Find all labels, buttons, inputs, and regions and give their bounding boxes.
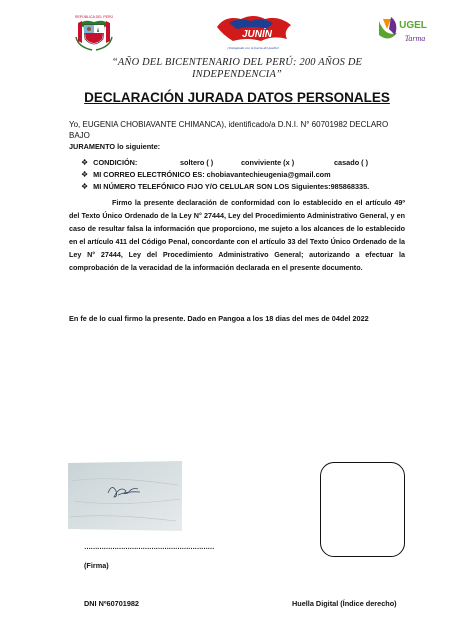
fingerprint-box: [320, 462, 405, 557]
declaration-text: Firmo la presente declaración de conformidad con lo establecido en el artículo 49º del Texto Único Ordenado de la Ley N° 27444, Ley del Procedimiento Administrativo General, y en caso de resultar falsa la información que proporciono, me sujeto a los alcances de lo establecido en el artículo 411 del Código Penal, concordante con el artículo 33 del Texto Único Ordenado de la Ley N° 27444, Ley del Procedimiento Administrativo General; autorizando a efectuar la comprobación de la veracidad de la información declarada en el presente documento.: [69, 198, 405, 272]
intro-line-1: Yo, EUGENIA CHOBIAVANTE CHIMANCA), identificado/a D.N.I. N° 60701982 DECLARO BAJO: [69, 120, 389, 140]
signature-line: ……………………………………………………: [84, 544, 214, 551]
option-casado: casado ( ): [334, 158, 369, 167]
diamond-bullet-icon: ❖: [81, 158, 89, 167]
bullet-correo: [81, 170, 331, 180]
motto-line-1: “AÑO DEL BICENTENARIO DEL PERÚ: 200 AÑOS DE: [111, 57, 363, 68]
option-conviviente: conviviente (x ): [241, 158, 295, 167]
motto-line-2: INDEPENDENCIA”: [192, 69, 282, 80]
year-motto: [80, 57, 394, 81]
diamond-bullet-icon: ❖: [81, 170, 89, 179]
logo-right-sub: Tarma: [404, 34, 426, 43]
huella-label: Huella Digital (Índice derecho): [292, 599, 397, 608]
logo-left-text: REPÚBLICA DEL PERÚ: [75, 15, 113, 19]
diamond-bullet-icon: ❖: [81, 182, 89, 191]
declaration-paragraph: [69, 196, 405, 274]
firma-label: (Firma): [84, 561, 109, 570]
condicion-label: CONDICIÓN:: [93, 158, 138, 167]
document-title: DECLARACIÓN JURADA DATOS PERSONALES: [84, 90, 390, 105]
ugel-logo: [377, 15, 439, 47]
logo-center-text: JUNÍN: [241, 29, 273, 40]
intro-text: [69, 119, 405, 152]
place-date: En fe de lo cual firmo la presente. Dado en Pangoa a los 18 dias del mes de 04del 2022: [69, 314, 369, 323]
telefono-text: MI NÚMERO TELEFÓNICO FIJO Y/O CELULAR SON LOS Siguientes:985868335.: [93, 182, 370, 191]
intro-line-2: JURAMENTO lo siguiente:: [69, 142, 161, 151]
logo-center-slogan: ¡Trabajando con la fuerza del pueblo!: [227, 46, 279, 50]
junin-region-logo: [207, 11, 299, 53]
peru-coat-of-arms-logo: [72, 13, 116, 53]
logo-right-text: UGEL: [399, 20, 427, 31]
bullet-telefono: [81, 182, 369, 192]
handwritten-signature-image: [68, 461, 182, 531]
correo-text: MI CORREO ELECTRÓNICO ES: chobiavantechieugenia@gmail.com: [93, 170, 331, 179]
dni-label: DNI Nº60701982: [84, 599, 139, 608]
bullet-condicion: [81, 158, 137, 168]
option-soltero: soltero ( ): [180, 158, 214, 167]
